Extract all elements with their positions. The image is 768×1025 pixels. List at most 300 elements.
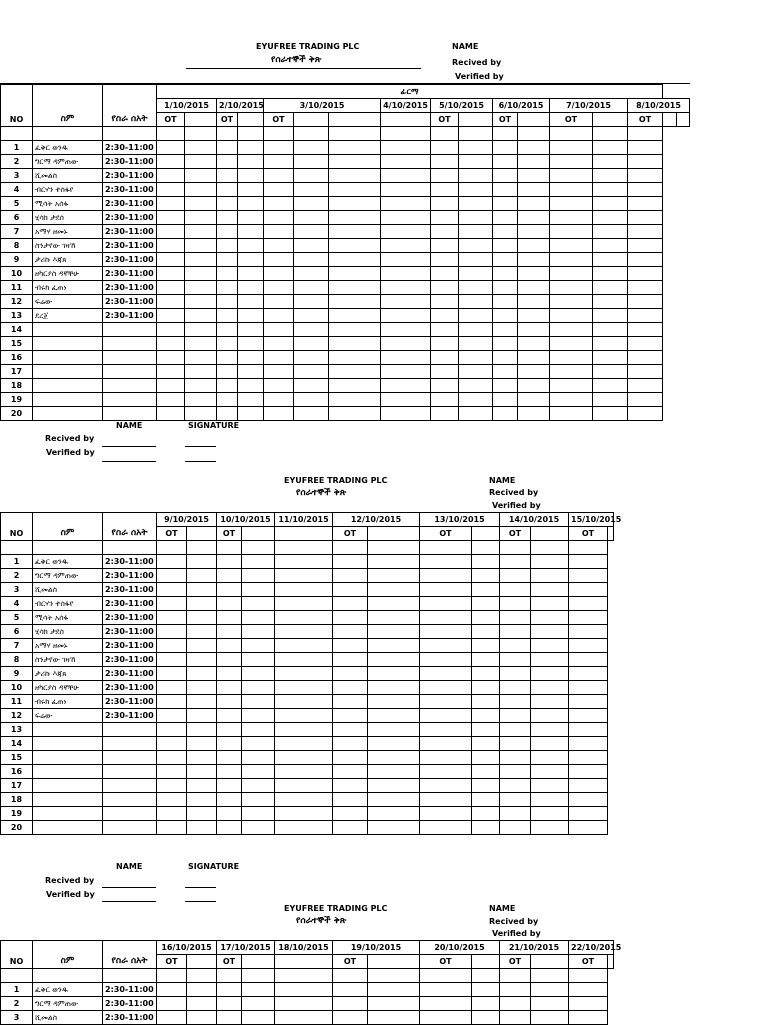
- attendance-cell[interactable]: [238, 168, 264, 182]
- attendance-cell[interactable]: [157, 210, 185, 224]
- attendance-cell[interactable]: [431, 392, 459, 406]
- spacer-cell[interactable]: [531, 969, 569, 983]
- attendance-cell[interactable]: [157, 610, 187, 624]
- attendance-cell[interactable]: [157, 406, 185, 420]
- attendance-cell[interactable]: [531, 750, 569, 764]
- attendance-cell[interactable]: [381, 378, 431, 392]
- attendance-cell[interactable]: [493, 168, 518, 182]
- attendance-cell[interactable]: [157, 652, 187, 666]
- attendance-cell[interactable]: [329, 336, 381, 350]
- attendance-cell[interactable]: [242, 694, 275, 708]
- spacer-cell[interactable]: [185, 127, 217, 141]
- work-hours-cell[interactable]: 2:30-11:00: [103, 1010, 157, 1024]
- attendance-cell[interactable]: [157, 182, 185, 196]
- attendance-cell[interactable]: [472, 708, 500, 722]
- attendance-cell[interactable]: [157, 294, 185, 308]
- attendance-cell[interactable]: [294, 406, 329, 420]
- spacer-cell[interactable]: [217, 541, 242, 555]
- attendance-cell[interactable]: [493, 182, 518, 196]
- attendance-cell[interactable]: [593, 168, 628, 182]
- attendance-cell[interactable]: [217, 610, 242, 624]
- attendance-cell[interactable]: [242, 554, 275, 568]
- attendance-cell[interactable]: [242, 610, 275, 624]
- attendance-cell[interactable]: [217, 652, 242, 666]
- attendance-cell[interactable]: [472, 996, 500, 1010]
- attendance-cell[interactable]: [275, 736, 333, 750]
- attendance-cell[interactable]: [157, 996, 187, 1010]
- attendance-cell[interactable]: [242, 582, 275, 596]
- attendance-cell[interactable]: [431, 280, 459, 294]
- attendance-cell[interactable]: [217, 266, 238, 280]
- attendance-cell[interactable]: [217, 322, 238, 336]
- attendance-cell[interactable]: [368, 750, 420, 764]
- attendance-cell[interactable]: [531, 638, 569, 652]
- attendance-cell[interactable]: [329, 210, 381, 224]
- attendance-cell[interactable]: [217, 406, 238, 420]
- attendance-cell[interactable]: [518, 266, 550, 280]
- attendance-cell[interactable]: [420, 806, 472, 820]
- employee-name[interactable]: [33, 378, 103, 392]
- attendance-cell[interactable]: [518, 364, 550, 378]
- attendance-cell[interactable]: [238, 252, 264, 266]
- attendance-cell[interactable]: [518, 210, 550, 224]
- employee-name[interactable]: ፍሬው: [33, 708, 103, 722]
- work-hours-cell[interactable]: 2:30-11:00: [103, 982, 157, 996]
- attendance-cell[interactable]: [187, 736, 217, 750]
- employee-name[interactable]: [33, 722, 103, 736]
- attendance-cell[interactable]: [531, 568, 569, 582]
- attendance-cell[interactable]: [550, 308, 593, 322]
- attendance-cell[interactable]: [420, 652, 472, 666]
- attendance-cell[interactable]: [500, 792, 531, 806]
- attendance-cell[interactable]: [472, 652, 500, 666]
- attendance-cell[interactable]: [569, 736, 608, 750]
- verified-signature-line[interactable]: [185, 461, 216, 462]
- attendance-cell[interactable]: [420, 680, 472, 694]
- work-hours-cell[interactable]: [103, 764, 157, 778]
- spacer-cell[interactable]: [593, 127, 628, 141]
- attendance-cell[interactable]: [569, 1010, 608, 1024]
- attendance-cell[interactable]: [593, 294, 628, 308]
- attendance-cell[interactable]: [500, 582, 531, 596]
- attendance-cell[interactable]: [185, 322, 217, 336]
- attendance-cell[interactable]: [217, 392, 238, 406]
- attendance-cell[interactable]: [431, 238, 459, 252]
- attendance-cell[interactable]: [531, 996, 569, 1010]
- attendance-cell[interactable]: [431, 294, 459, 308]
- attendance-cell[interactable]: [242, 638, 275, 652]
- attendance-cell[interactable]: [242, 666, 275, 680]
- attendance-cell[interactable]: [217, 708, 242, 722]
- attendance-cell[interactable]: [185, 210, 217, 224]
- spacer-cell[interactable]: [500, 969, 531, 983]
- employee-name[interactable]: ሺመልስ: [33, 168, 103, 182]
- employee-name[interactable]: [33, 350, 103, 364]
- attendance-cell[interactable]: [531, 722, 569, 736]
- attendance-cell[interactable]: [531, 680, 569, 694]
- attendance-cell[interactable]: [431, 378, 459, 392]
- attendance-cell[interactable]: [518, 392, 550, 406]
- attendance-cell[interactable]: [275, 610, 333, 624]
- work-hours-cell[interactable]: [103, 322, 157, 336]
- attendance-cell[interactable]: [493, 154, 518, 168]
- attendance-cell[interactable]: [368, 1010, 420, 1024]
- attendance-cell[interactable]: [500, 708, 531, 722]
- attendance-cell[interactable]: [242, 792, 275, 806]
- attendance-cell[interactable]: [294, 224, 329, 238]
- spacer-cell[interactable]: [157, 541, 187, 555]
- attendance-cell[interactable]: [185, 294, 217, 308]
- attendance-cell[interactable]: [431, 252, 459, 266]
- work-hours-cell[interactable]: 2:30-11:00: [103, 252, 157, 266]
- attendance-cell[interactable]: [264, 224, 294, 238]
- attendance-cell[interactable]: [217, 350, 238, 364]
- attendance-cell[interactable]: [420, 750, 472, 764]
- attendance-cell[interactable]: [368, 680, 420, 694]
- attendance-cell[interactable]: [157, 554, 187, 568]
- attendance-cell[interactable]: [381, 280, 431, 294]
- attendance-cell[interactable]: [294, 196, 329, 210]
- attendance-cell[interactable]: [368, 982, 420, 996]
- attendance-cell[interactable]: [238, 280, 264, 294]
- spacer-cell[interactable]: [242, 541, 275, 555]
- attendance-cell[interactable]: [431, 154, 459, 168]
- employee-name[interactable]: [33, 778, 103, 792]
- attendance-cell[interactable]: [217, 168, 238, 182]
- attendance-cell[interactable]: [628, 210, 663, 224]
- attendance-cell[interactable]: [593, 322, 628, 336]
- attendance-cell[interactable]: [381, 308, 431, 322]
- work-hours-cell[interactable]: [103, 722, 157, 736]
- attendance-cell[interactable]: [329, 140, 381, 154]
- work-hours-cell[interactable]: 2:30-11:00: [103, 624, 157, 638]
- attendance-cell[interactable]: [493, 224, 518, 238]
- work-hours-cell[interactable]: [103, 392, 157, 406]
- attendance-cell[interactable]: [628, 350, 663, 364]
- attendance-cell[interactable]: [593, 238, 628, 252]
- spacer-cell[interactable]: [472, 969, 500, 983]
- attendance-cell[interactable]: [569, 624, 608, 638]
- attendance-cell[interactable]: [381, 224, 431, 238]
- work-hours-cell[interactable]: 2:30-11:00: [103, 280, 157, 294]
- attendance-cell[interactable]: [333, 694, 368, 708]
- attendance-cell[interactable]: [275, 806, 333, 820]
- attendance-cell[interactable]: [157, 350, 185, 364]
- attendance-cell[interactable]: [329, 196, 381, 210]
- attendance-cell[interactable]: [185, 378, 217, 392]
- attendance-cell[interactable]: [329, 266, 381, 280]
- attendance-cell[interactable]: [459, 140, 493, 154]
- attendance-cell[interactable]: [333, 582, 368, 596]
- attendance-cell[interactable]: [420, 694, 472, 708]
- attendance-cell[interactable]: [628, 378, 663, 392]
- attendance-cell[interactable]: [569, 554, 608, 568]
- attendance-cell[interactable]: [628, 364, 663, 378]
- attendance-cell[interactable]: [593, 364, 628, 378]
- attendance-cell[interactable]: [531, 764, 569, 778]
- attendance-cell[interactable]: [420, 554, 472, 568]
- attendance-cell[interactable]: [238, 392, 264, 406]
- attendance-cell[interactable]: [569, 610, 608, 624]
- attendance-cell[interactable]: [242, 778, 275, 792]
- attendance-cell[interactable]: [294, 182, 329, 196]
- attendance-cell[interactable]: [593, 280, 628, 294]
- attendance-cell[interactable]: [459, 294, 493, 308]
- attendance-cell[interactable]: [217, 736, 242, 750]
- attendance-cell[interactable]: [242, 764, 275, 778]
- attendance-cell[interactable]: [187, 750, 217, 764]
- attendance-cell[interactable]: [238, 140, 264, 154]
- employee-name[interactable]: [33, 322, 103, 336]
- attendance-cell[interactable]: [628, 182, 663, 196]
- employee-name[interactable]: ዘካርያስ ዳኛቸሁ: [33, 680, 103, 694]
- attendance-cell[interactable]: [531, 778, 569, 792]
- attendance-cell[interactable]: [329, 294, 381, 308]
- attendance-cell[interactable]: [275, 568, 333, 582]
- attendance-cell[interactable]: [531, 792, 569, 806]
- spacer-cell[interactable]: [333, 969, 368, 983]
- attendance-cell[interactable]: [431, 196, 459, 210]
- attendance-cell[interactable]: [185, 406, 217, 420]
- attendance-cell[interactable]: [238, 378, 264, 392]
- attendance-cell[interactable]: [275, 638, 333, 652]
- employee-name[interactable]: [33, 806, 103, 820]
- attendance-cell[interactable]: [217, 638, 242, 652]
- attendance-cell[interactable]: [472, 680, 500, 694]
- spacer-cell[interactable]: [500, 541, 531, 555]
- attendance-cell[interactable]: [333, 792, 368, 806]
- attendance-cell[interactable]: [264, 154, 294, 168]
- work-hours-cell[interactable]: 2:30-11:00: [103, 996, 157, 1010]
- work-hours-cell[interactable]: 2:30-11:00: [103, 708, 157, 722]
- attendance-cell[interactable]: [500, 722, 531, 736]
- verified-name-line-2[interactable]: [102, 901, 156, 902]
- attendance-cell[interactable]: [531, 666, 569, 680]
- attendance-cell[interactable]: [368, 722, 420, 736]
- employee-name[interactable]: ሂሳክ ታደሰ: [33, 624, 103, 638]
- attendance-cell[interactable]: [217, 238, 238, 252]
- attendance-cell[interactable]: [420, 596, 472, 610]
- attendance-cell[interactable]: [459, 308, 493, 322]
- attendance-cell[interactable]: [493, 406, 518, 420]
- employee-name[interactable]: ደረጀ: [33, 308, 103, 322]
- attendance-cell[interactable]: [217, 624, 242, 638]
- attendance-cell[interactable]: [187, 596, 217, 610]
- attendance-cell[interactable]: [217, 806, 242, 820]
- work-hours-cell[interactable]: 2:30-11:00: [103, 168, 157, 182]
- attendance-cell[interactable]: [329, 364, 381, 378]
- attendance-cell[interactable]: [381, 364, 431, 378]
- attendance-cell[interactable]: [264, 210, 294, 224]
- work-hours-cell[interactable]: [103, 778, 157, 792]
- employee-name[interactable]: ብርሃን ተሰፋየ: [33, 182, 103, 196]
- attendance-cell[interactable]: [157, 778, 187, 792]
- attendance-cell[interactable]: [569, 708, 608, 722]
- attendance-cell[interactable]: [329, 392, 381, 406]
- spacer-cell[interactable]: [264, 127, 294, 141]
- attendance-cell[interactable]: [569, 694, 608, 708]
- attendance-cell[interactable]: [264, 182, 294, 196]
- employee-name[interactable]: ግርማ ዳምጠው: [33, 154, 103, 168]
- attendance-cell[interactable]: [238, 154, 264, 168]
- attendance-cell[interactable]: [381, 196, 431, 210]
- employee-name[interactable]: ሚሳት አሰፋ: [33, 196, 103, 210]
- attendance-cell[interactable]: [275, 1010, 333, 1024]
- attendance-cell[interactable]: [294, 308, 329, 322]
- work-hours-cell[interactable]: 2:30-11:00: [103, 294, 157, 308]
- attendance-cell[interactable]: [187, 778, 217, 792]
- attendance-cell[interactable]: [420, 722, 472, 736]
- attendance-cell[interactable]: [381, 350, 431, 364]
- employee-name[interactable]: አማሃ ዘመኑ: [33, 638, 103, 652]
- employee-name[interactable]: ሺመልስ: [33, 582, 103, 596]
- attendance-cell[interactable]: [368, 996, 420, 1010]
- attendance-cell[interactable]: [333, 596, 368, 610]
- attendance-cell[interactable]: [628, 196, 663, 210]
- spacer-cell[interactable]: [472, 541, 500, 555]
- attendance-cell[interactable]: [333, 982, 368, 996]
- attendance-cell[interactable]: [593, 392, 628, 406]
- attendance-cell[interactable]: [628, 168, 663, 182]
- attendance-cell[interactable]: [569, 638, 608, 652]
- attendance-cell[interactable]: [157, 378, 185, 392]
- employee-name[interactable]: ታሪኩ እጃጸ: [33, 666, 103, 680]
- attendance-cell[interactable]: [459, 280, 493, 294]
- attendance-cell[interactable]: [238, 210, 264, 224]
- attendance-cell[interactable]: [569, 778, 608, 792]
- attendance-cell[interactable]: [217, 294, 238, 308]
- attendance-cell[interactable]: [628, 308, 663, 322]
- attendance-cell[interactable]: [593, 182, 628, 196]
- attendance-cell[interactable]: [431, 308, 459, 322]
- attendance-cell[interactable]: [242, 652, 275, 666]
- spacer-cell[interactable]: [381, 127, 431, 141]
- attendance-cell[interactable]: [333, 996, 368, 1010]
- attendance-cell[interactable]: [264, 378, 294, 392]
- attendance-cell[interactable]: [531, 708, 569, 722]
- attendance-cell[interactable]: [294, 322, 329, 336]
- attendance-cell[interactable]: [518, 252, 550, 266]
- attendance-cell[interactable]: [242, 1010, 275, 1024]
- attendance-cell[interactable]: [333, 638, 368, 652]
- attendance-cell[interactable]: [217, 750, 242, 764]
- attendance-cell[interactable]: [368, 806, 420, 820]
- attendance-cell[interactable]: [472, 638, 500, 652]
- attendance-cell[interactable]: [628, 392, 663, 406]
- work-hours-cell[interactable]: 2:30-11:00: [103, 210, 157, 224]
- attendance-cell[interactable]: [275, 792, 333, 806]
- attendance-cell[interactable]: [294, 210, 329, 224]
- spacer-cell[interactable]: [333, 541, 368, 555]
- attendance-cell[interactable]: [381, 154, 431, 168]
- spacer-cell[interactable]: [242, 969, 275, 983]
- attendance-cell[interactable]: [275, 680, 333, 694]
- attendance-cell[interactable]: [628, 294, 663, 308]
- attendance-cell[interactable]: [459, 378, 493, 392]
- attendance-cell[interactable]: [500, 736, 531, 750]
- employee-name[interactable]: ሂሳክ ታደሰ: [33, 210, 103, 224]
- attendance-cell[interactable]: [381, 140, 431, 154]
- attendance-cell[interactable]: [518, 154, 550, 168]
- attendance-cell[interactable]: [157, 280, 185, 294]
- attendance-cell[interactable]: [593, 196, 628, 210]
- attendance-cell[interactable]: [217, 694, 242, 708]
- attendance-cell[interactable]: [518, 406, 550, 420]
- attendance-cell[interactable]: [550, 336, 593, 350]
- attendance-cell[interactable]: [459, 168, 493, 182]
- attendance-cell[interactable]: [628, 238, 663, 252]
- attendance-cell[interactable]: [518, 238, 550, 252]
- attendance-cell[interactable]: [628, 252, 663, 266]
- attendance-cell[interactable]: [242, 982, 275, 996]
- attendance-cell[interactable]: [185, 350, 217, 364]
- spacer-cell[interactable]: [238, 127, 264, 141]
- attendance-cell[interactable]: [500, 596, 531, 610]
- attendance-cell[interactable]: [628, 266, 663, 280]
- attendance-cell[interactable]: [459, 182, 493, 196]
- attendance-cell[interactable]: [157, 694, 187, 708]
- attendance-cell[interactable]: [431, 224, 459, 238]
- attendance-cell[interactable]: [518, 336, 550, 350]
- spacer-cell[interactable]: [368, 541, 420, 555]
- attendance-cell[interactable]: [275, 982, 333, 996]
- attendance-cell[interactable]: [333, 666, 368, 680]
- attendance-cell[interactable]: [294, 252, 329, 266]
- attendance-cell[interactable]: [493, 140, 518, 154]
- attendance-cell[interactable]: [472, 694, 500, 708]
- attendance-cell[interactable]: [187, 638, 217, 652]
- attendance-cell[interactable]: [493, 266, 518, 280]
- spacer-cell[interactable]: [459, 127, 493, 141]
- attendance-cell[interactable]: [217, 378, 238, 392]
- attendance-cell[interactable]: [294, 364, 329, 378]
- attendance-cell[interactable]: [493, 196, 518, 210]
- attendance-cell[interactable]: [333, 736, 368, 750]
- attendance-cell[interactable]: [185, 308, 217, 322]
- attendance-cell[interactable]: [329, 224, 381, 238]
- attendance-cell[interactable]: [500, 982, 531, 996]
- attendance-cell[interactable]: [550, 322, 593, 336]
- attendance-cell[interactable]: [294, 238, 329, 252]
- attendance-cell[interactable]: [275, 778, 333, 792]
- employee-name[interactable]: [33, 750, 103, 764]
- received-signature-line[interactable]: [185, 446, 216, 447]
- work-hours-cell[interactable]: 2:30-11:00: [103, 568, 157, 582]
- attendance-cell[interactable]: [459, 154, 493, 168]
- attendance-cell[interactable]: [569, 820, 608, 834]
- employee-name[interactable]: [33, 406, 103, 420]
- attendance-cell[interactable]: [500, 778, 531, 792]
- attendance-cell[interactable]: [329, 322, 381, 336]
- employee-name[interactable]: [33, 764, 103, 778]
- attendance-cell[interactable]: [493, 210, 518, 224]
- attendance-cell[interactable]: [275, 694, 333, 708]
- attendance-cell[interactable]: [187, 792, 217, 806]
- attendance-cell[interactable]: [531, 1010, 569, 1024]
- attendance-cell[interactable]: [157, 792, 187, 806]
- attendance-cell[interactable]: [157, 568, 187, 582]
- attendance-cell[interactable]: [187, 722, 217, 736]
- work-hours-cell[interactable]: 2:30-11:00: [103, 196, 157, 210]
- attendance-cell[interactable]: [217, 1010, 242, 1024]
- attendance-cell[interactable]: [459, 266, 493, 280]
- attendance-cell[interactable]: [333, 1010, 368, 1024]
- attendance-cell[interactable]: [493, 280, 518, 294]
- attendance-cell[interactable]: [275, 764, 333, 778]
- attendance-cell[interactable]: [275, 652, 333, 666]
- attendance-cell[interactable]: [238, 308, 264, 322]
- attendance-cell[interactable]: [333, 680, 368, 694]
